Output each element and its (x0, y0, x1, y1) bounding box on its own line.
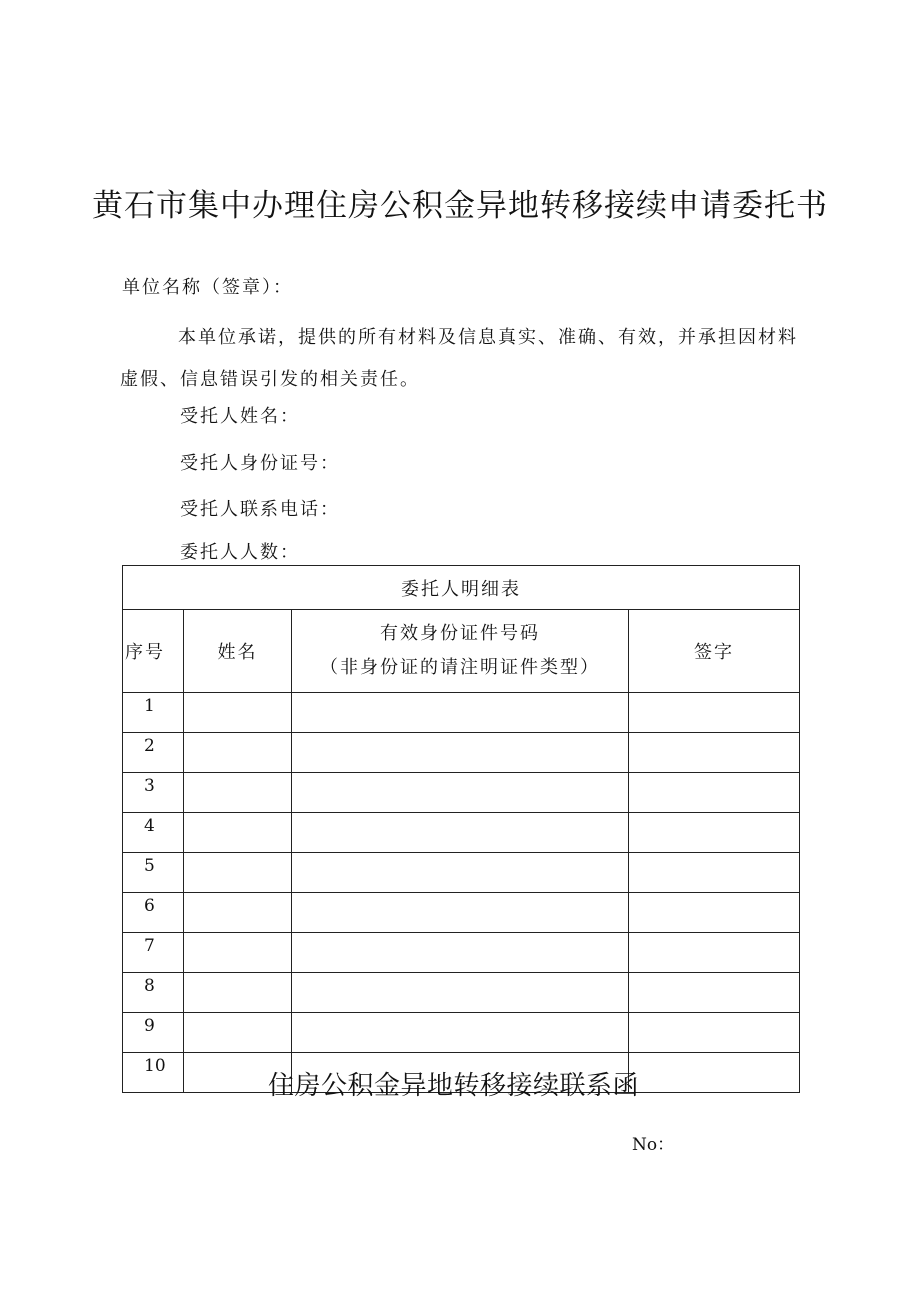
table-row (123, 1013, 800, 1053)
table-row (123, 893, 800, 933)
name-header: 姓名 (184, 610, 292, 693)
contact-letter-title: 住房公积金异地转移接续联系函 (268, 1071, 640, 1101)
row-number: 8 (123, 973, 184, 1013)
row-number: 1 (123, 693, 184, 733)
id-number-cell[interactable] (292, 973, 629, 1013)
seq-header: 序号 (123, 610, 184, 693)
row-number: 10 (123, 1053, 184, 1093)
id-number-cell[interactable] (292, 813, 629, 853)
unit-name-label: 单位名称（签章）： (122, 277, 293, 298)
name-cell[interactable] (184, 693, 292, 733)
document-title: 黄石市集中办理住房公积金异地转移接续申请委托书 (92, 188, 828, 224)
table-row (123, 813, 800, 853)
name-cell[interactable] (184, 853, 292, 893)
signature-cell[interactable] (629, 853, 800, 893)
signature-cell[interactable] (629, 1053, 800, 1093)
row-number: 3 (123, 773, 184, 813)
commitment-paragraph: 本单位承诺，提供的所有材料及信息真实、准确、有效，并承担因材料虚假、信息错误引发的相关责任。 (120, 327, 798, 390)
id-number-cell[interactable] (292, 893, 629, 933)
table-row (123, 853, 800, 893)
signature-cell[interactable] (629, 893, 800, 933)
principal-count-label: 委托人人数： (180, 542, 300, 563)
row-number: 5 (123, 853, 184, 893)
table-row (123, 773, 800, 813)
row-number: 6 (123, 893, 184, 933)
id-number-cell[interactable] (292, 733, 629, 773)
signature-cell[interactable] (629, 813, 800, 853)
signature-cell[interactable] (629, 1013, 800, 1053)
signature-cell[interactable] (629, 733, 800, 773)
id-number-cell[interactable] (292, 933, 629, 973)
table-row (123, 973, 800, 1013)
id-number-header-line1: 有效身份证件号码 (380, 623, 540, 644)
name-cell[interactable] (184, 733, 292, 773)
table-caption: 委托人明细表 (123, 566, 800, 610)
row-number: 2 (123, 733, 184, 773)
table-row (123, 733, 800, 773)
name-cell[interactable] (184, 1013, 292, 1053)
signature-cell[interactable] (629, 973, 800, 1013)
id-number-header-line2: （非身份证的请注明证件类型） (320, 657, 600, 678)
row-number: 9 (123, 1013, 184, 1053)
trustee-phone-label: 受托人联系电话： (180, 499, 340, 520)
row-number: 7 (123, 933, 184, 973)
name-cell[interactable] (184, 813, 292, 853)
signature-cell[interactable] (629, 933, 800, 973)
letter-number-label: No： (632, 1135, 675, 1155)
table-row (123, 933, 800, 973)
id-number-cell[interactable] (292, 853, 629, 893)
name-cell[interactable] (184, 773, 292, 813)
id-number-cell[interactable] (292, 1013, 629, 1053)
trustee-id-label: 受托人身份证号： (180, 453, 340, 474)
name-cell[interactable] (184, 893, 292, 933)
id-number-cell[interactable] (292, 773, 629, 813)
name-cell[interactable] (184, 933, 292, 973)
signature-cell[interactable] (629, 773, 800, 813)
principal-details-table (122, 565, 800, 1093)
id-number-header (292, 610, 629, 693)
trustee-name-label: 受托人姓名： (180, 406, 300, 427)
table-row (123, 693, 800, 733)
sign-header: 签字 (629, 610, 800, 693)
signature-cell[interactable] (629, 693, 800, 733)
row-number: 4 (123, 813, 184, 853)
name-cell[interactable] (184, 973, 292, 1013)
id-number-cell[interactable] (292, 693, 629, 733)
